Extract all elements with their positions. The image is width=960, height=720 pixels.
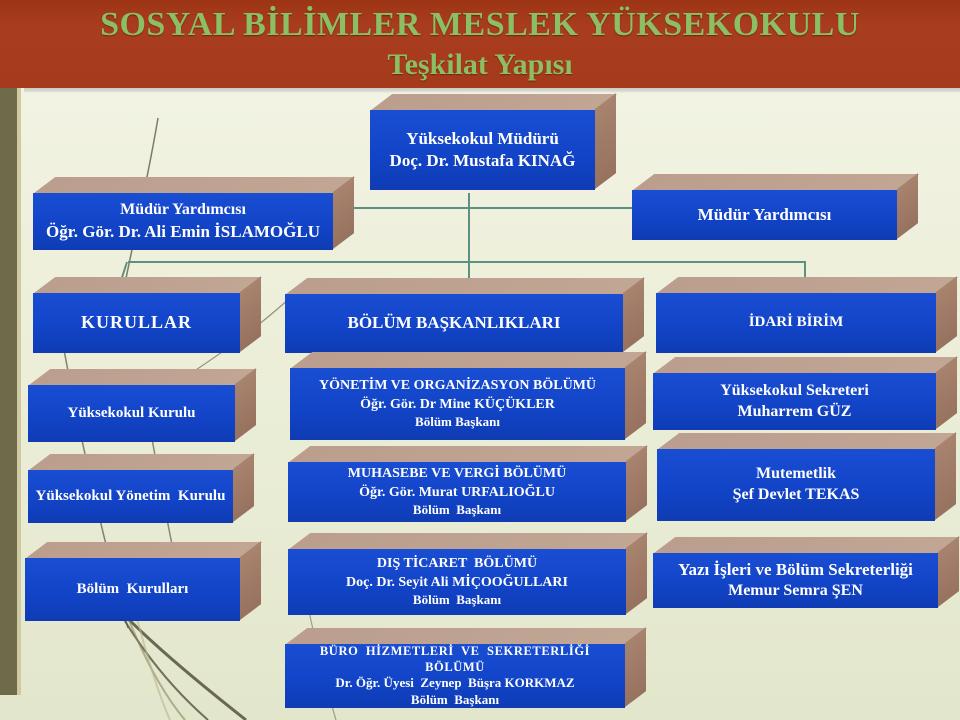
org-box-director-label — [370, 110, 595, 190]
box-top-face — [286, 628, 647, 644]
box-text-line: Öğr. Gör. Dr Mine KÜÇÜKLER — [360, 396, 555, 412]
box-text-line: Memur Semra ŞEN — [728, 582, 863, 600]
box-text-line: MUHASEBE VE VERGİ BÖLÜMÜ — [347, 466, 567, 482]
box-text-line: Dr. Öğr. Üyesi Zeynep Büşra KORKMAZ — [335, 675, 575, 691]
title-shadow-band — [24, 88, 960, 93]
box-text-line: BÖLÜM BAŞKANLIKLARI — [347, 313, 561, 333]
org-box-yuksekokul-sekreteri — [653, 373, 936, 430]
box-text-line: Öğr. Gör. Dr. Ali Emin İSLAMOĞLU — [46, 221, 320, 241]
connector-director-vertical — [468, 193, 470, 263]
box-text-line: Bölüm Başkanı — [412, 501, 502, 517]
connector-columns-horizontal — [128, 261, 806, 263]
org-box-muhasebe-vergi — [288, 462, 626, 522]
org-box-bolum-kurullari — [25, 558, 240, 621]
box-right-face — [625, 351, 646, 439]
org-box-bolum-kurullari-label — [25, 558, 240, 621]
org-box-deputy-right — [632, 190, 897, 240]
left-edge-stripe-highlight — [17, 88, 21, 695]
box-text-line: Yüksekokul Yönetim Kurulu — [35, 487, 226, 504]
org-box-bolum-baskanliklari — [285, 294, 623, 353]
box-text-line: KURULLAR — [80, 312, 192, 333]
org-box-mutemetlik-label — [657, 449, 935, 521]
box-text-line: BÜRO HİZMETLERİ VE SEKRETERLİĞİ BÖLÜMÜ — [319, 643, 594, 675]
box-top-face — [34, 177, 355, 193]
box-right-face — [626, 532, 647, 614]
box-top-face — [654, 357, 958, 373]
slide-title: SOSYAL BİLİMLER MESLEK YÜKSEKOKULU — [100, 6, 860, 43]
box-right-face — [595, 93, 616, 189]
box-top-face — [29, 454, 255, 470]
org-box-dis-ticaret-label — [288, 549, 626, 615]
org-box-director — [370, 110, 595, 190]
box-top-face — [291, 352, 647, 368]
box-top-face — [371, 94, 617, 110]
box-text-line: Bölüm Başkanı — [410, 692, 500, 708]
org-box-kurullar — [33, 293, 240, 353]
org-box-idari-birim — [656, 293, 936, 353]
box-text-line: Bölüm Başkanı — [412, 591, 502, 607]
box-text-line: YÖNETİM VE ORGANİZASYON BÖLÜMÜ — [318, 378, 597, 394]
box-text-line: Doç. Dr. Mustafa KINAĞ — [389, 151, 576, 170]
box-text-line: Yüksekokul Kurulu — [67, 404, 196, 421]
slide-subtitle: Teşkilat Yapısı — [387, 48, 573, 81]
box-text-line: Müdür Yardımcısı — [697, 204, 832, 224]
org-box-yuksekokul-yonetim-kurulu-label — [28, 470, 233, 523]
org-box-yonetim-organizasyon-label — [290, 368, 625, 440]
box-text-line: Mutemetlik — [756, 465, 836, 483]
org-box-yazi-isleri-label — [653, 553, 938, 608]
box-text-line: Yazı İşleri ve Bölüm Sekreterliği — [678, 560, 913, 580]
org-box-yuksekokul-kurulu — [28, 385, 235, 442]
org-box-deputy-left-label — [33, 193, 333, 250]
org-box-muhasebe-vergi-label — [288, 462, 626, 522]
box-text-line: Şef Devlet TEKAS — [732, 486, 860, 503]
box-text-line: DIŞ TİCARET BÖLÜMÜ — [376, 556, 538, 572]
box-top-face — [286, 278, 645, 294]
org-box-idari-birim-label — [656, 293, 936, 353]
connector-deputies-horizontal — [340, 207, 632, 209]
box-top-face — [26, 542, 262, 558]
box-text-line: Müdür Yardımcısı — [120, 201, 246, 219]
box-text-line: Bölüm Başkanı — [415, 413, 500, 429]
box-text-line: Muharrem GÜZ — [737, 402, 852, 420]
org-box-buro-hizmetleri-label — [285, 644, 625, 708]
left-edge-stripe — [0, 88, 17, 695]
org-box-yuksekokul-yonetim-kurulu — [28, 470, 233, 523]
box-top-face — [29, 369, 257, 385]
box-top-face — [657, 277, 958, 293]
org-box-buro-hizmetleri — [285, 644, 625, 708]
box-text-line: İDARİ BİRİM — [748, 314, 844, 331]
box-top-face — [633, 174, 919, 190]
box-text-line: Yüksekokul Sekreteri — [720, 381, 869, 399]
org-box-yazi-isleri — [653, 553, 938, 608]
box-top-face — [289, 533, 648, 549]
org-box-yuksekokul-sekreteri-label — [653, 373, 936, 430]
box-text-line: Öğr. Gör. Murat URFALIOĞLU — [359, 484, 555, 500]
box-text-line: Yüksekokul Müdürü — [406, 128, 559, 148]
org-box-yuksekokul-kurulu-label — [28, 385, 235, 442]
box-top-face — [289, 446, 648, 462]
box-text-line: Bölüm Kurulları — [76, 580, 189, 597]
box-right-face — [625, 627, 646, 707]
box-top-face — [658, 433, 957, 449]
org-box-yonetim-organizasyon — [290, 368, 625, 440]
org-box-dis-ticaret — [288, 549, 626, 615]
box-top-face — [34, 277, 262, 293]
org-box-deputy-left — [33, 193, 333, 250]
box-text-line: Doç. Dr. Seyit Ali MİÇOOĞULLARI — [346, 574, 568, 590]
slide-title-bar — [0, 0, 960, 88]
box-right-face — [935, 432, 956, 520]
box-top-face — [654, 537, 960, 553]
org-box-deputy-right-label — [632, 190, 897, 240]
org-box-mutemetlik — [657, 449, 935, 521]
org-box-bolum-baskanliklari-label — [285, 294, 623, 353]
org-box-kurullar-label — [33, 293, 240, 353]
